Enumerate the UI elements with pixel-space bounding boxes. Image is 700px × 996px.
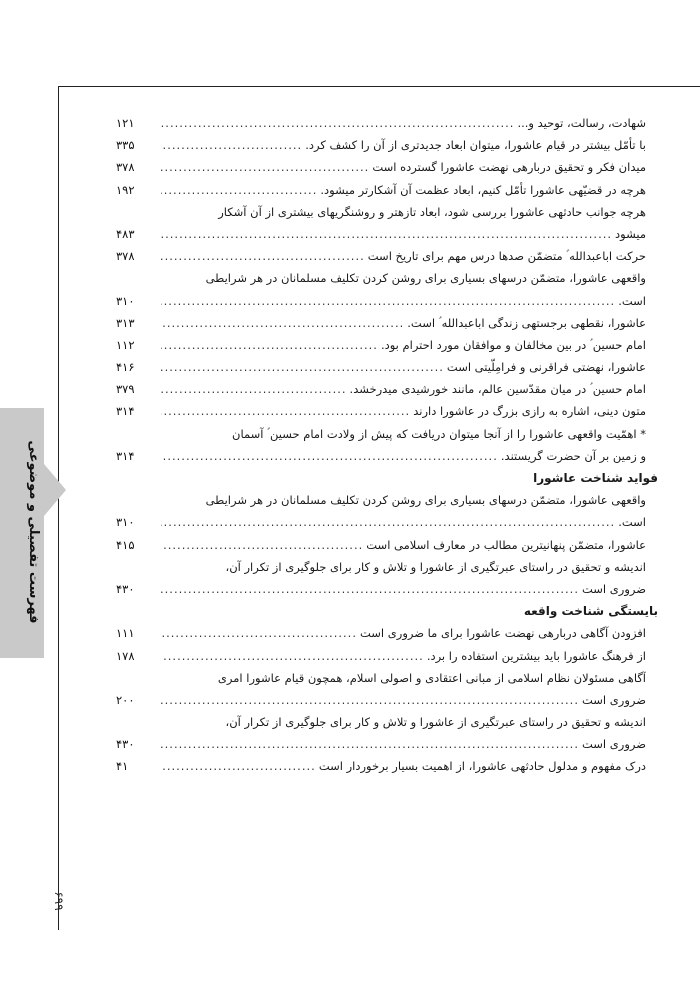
index-entry [116, 445, 646, 467]
entry-page-number[interactable]: ۳۷۹ [116, 382, 135, 397]
index-entry [116, 179, 646, 201]
index-entry [116, 733, 646, 755]
dot-leader [161, 755, 316, 777]
index-entry-line [116, 711, 646, 733]
index-entry [116, 312, 646, 334]
entry-page-number[interactable]: ۳۱۳ [116, 315, 135, 330]
index-entry-line [116, 267, 646, 289]
index-entry [116, 378, 646, 400]
side-tab-title: فهرست تفصیلی و موضوعی [26, 440, 41, 624]
entries-group-1 [116, 112, 646, 467]
dot-leader [161, 112, 514, 134]
entry-text: درک مفهوم و مدلول حادثهی عاشورا، از اهمیت بسیار برخوردار است [318, 759, 646, 774]
entry-text: هرچه جوانب حادثهی عاشورا بررسی شود، ابعاد تازهتر و روشنگریهای بیشتری از آن آشکار [218, 204, 646, 219]
index-entry [116, 578, 646, 600]
entry-text: است. [618, 293, 646, 308]
index-entry [116, 223, 646, 245]
dot-leader [161, 334, 378, 356]
entry-page-number[interactable]: ۳۳۵ [116, 138, 135, 153]
entry-page-number[interactable]: ۳۱۰ [116, 293, 135, 308]
entry-page-number[interactable]: ۴۳۰ [116, 581, 135, 596]
index-entry [116, 245, 646, 267]
entry-text: هرچه در قضیّهی عاشورا تأمّل کنیم، ابعاد عظمت آن آشکارتر میشود. [320, 182, 646, 197]
dot-leader [161, 534, 363, 556]
entry-page-number[interactable]: ۴۸۳ [116, 226, 135, 241]
entry-page-number[interactable]: ۱۱۲ [116, 337, 135, 352]
entry-text: ضروری است [582, 692, 646, 707]
dot-leader [161, 689, 579, 711]
entry-text: واقعهی عاشورا، متضمّن درسهای بسیاری برای روشن کردن تکلیف مسلمانان در هر شرایطی [205, 271, 646, 286]
section-heading-benefits: فواید شناخت عاشورا [533, 471, 658, 485]
index-entry [116, 400, 646, 422]
index-entry [116, 511, 646, 533]
dot-leader [161, 622, 357, 644]
entry-text: و زمین بر آن حضرت گریستند. [500, 448, 646, 463]
index-entry-line [116, 489, 646, 511]
entry-text: اندیشه و تحقیق در راستای عبرتگیری از عاشورا و تلاش و کار برای جلوگیری از تکرار آن، [225, 715, 646, 730]
entry-text: متون دینی، اشاره به رازی بزرگ در عاشورا دارند [413, 404, 646, 419]
section-heading-necessity: بایستگی شناخت واقعه [523, 604, 658, 619]
entry-text: است. [618, 515, 646, 530]
entries-group-3 [116, 622, 646, 777]
entry-text: واقعهی عاشورا، متضمّن درسهای بسیاری برای روشن کردن تکلیف مسلمانان در هر شرایطی [205, 493, 646, 508]
index-entry [116, 622, 646, 644]
entry-page-number[interactable]: ۳۱۴ [116, 448, 135, 463]
dot-leader [161, 511, 615, 533]
entry-page-number[interactable]: ۱۱۱ [116, 626, 135, 641]
dot-leader [161, 578, 579, 600]
index-entry [116, 689, 646, 711]
entry-text: میدان فکر و تحقیق دربارهی نهضت عاشورا گسترده است [372, 160, 646, 175]
index-entry-line [116, 667, 646, 689]
entry-page-number[interactable]: ۱۹۲ [116, 182, 135, 197]
dot-leader [161, 245, 365, 267]
dot-leader [161, 378, 347, 400]
dot-leader [161, 156, 369, 178]
entry-text: عاشورا، متضمّن پنهانیترین مطالب در معارف اسلامی است [366, 537, 646, 552]
entry-text: امام حسین ؑ در میان مقدّسین عالم، مانند خورشیدی میدرخشد. [349, 382, 646, 397]
index-entry [116, 134, 646, 156]
dot-leader [161, 645, 424, 667]
entry-text: * اهمّیت واقعهی عاشورا را از آنجا میتوان دریافت که پیش از ولادت امام حسین ؑ آسمان [232, 426, 646, 441]
dot-leader [161, 445, 498, 467]
index-entry [116, 156, 646, 178]
dot-leader [161, 290, 615, 312]
entry-text: عاشورا، نقطهی برجستهی زندگی اباعبدالله ؑ است. [407, 315, 646, 330]
index-entry [116, 290, 646, 312]
entry-text: میشود [615, 226, 646, 241]
entry-page-number[interactable]: ۳۱۴ [116, 404, 135, 419]
entry-page-number[interactable]: ۴۳۰ [116, 737, 135, 752]
index-entry [116, 534, 646, 556]
entry-text: ضروری است [582, 737, 646, 752]
entry-text: ضروری است [582, 581, 646, 596]
dot-leader [161, 356, 444, 378]
index-entry-line [116, 423, 646, 445]
index-entry [116, 112, 646, 134]
entry-page-number[interactable]: ۳۱۰ [116, 515, 135, 530]
index-content [116, 112, 658, 778]
entries-group-2 [116, 489, 646, 600]
entry-text: امام حسین ؑ در بین مخالفان و موافقان مورد احترام بود. [380, 337, 646, 352]
dot-leader [161, 179, 317, 201]
entry-text: آگاهی مسئولان نظام اسلامی از مبانی اعتقادی و اصولی اسلام، همچون قیام عاشورا امری [217, 670, 646, 685]
entry-text: از فرهنگ عاشورا باید بیشترین استفاده را برد. [426, 648, 646, 663]
index-entry-line [116, 201, 646, 223]
entry-page-number[interactable]: ۱۷۸ [116, 648, 135, 663]
entry-text: با تأمّل بیشتر در قیام عاشورا، میتوان ابعاد جدیدتری از آن را کشف کرد. [305, 138, 646, 153]
frame-top-line [58, 86, 700, 87]
dot-leader [161, 223, 612, 245]
side-tab [0, 402, 66, 662]
dot-leader [161, 733, 579, 755]
page-number: ۶۹۹ [52, 891, 66, 911]
index-entry [116, 645, 646, 667]
entry-page-number[interactable]: ۴۱۶ [116, 360, 135, 375]
index-entry [116, 334, 646, 356]
entry-page-number[interactable]: ۴۱۵ [116, 537, 135, 552]
dot-leader [161, 312, 404, 334]
entry-page-number[interactable]: ۳۷۸ [116, 160, 135, 175]
index-entry [116, 755, 646, 777]
entry-text: عاشورا، نهضتی فراقرنی و فرامِلّیتی است [446, 360, 646, 375]
index-entry [116, 356, 646, 378]
entry-text: شهادت، رسالت، توحید و... [517, 116, 646, 130]
entry-page-number[interactable]: ۲۰۰ [116, 692, 135, 707]
entry-text: حرکت اباعبدالله ؑ متضمّن صدها درس مهم برای تاریخ است [367, 249, 646, 264]
dot-leader [161, 134, 302, 156]
entry-page-number[interactable]: ۱۲۱ [116, 116, 135, 130]
entry-text: افزودن آگاهی دربارهی نهضت عاشورا برای ما ضروری است [359, 626, 646, 641]
dot-leader [161, 400, 410, 422]
index-entry-line [116, 556, 646, 578]
entry-text: اندیشه و تحقیق در راستای عبرتگیری از عاشورا و تلاش و کار برای جلوگیری از تکرار آن، [225, 559, 646, 574]
entry-page-number[interactable]: ۴۱ [116, 759, 129, 774]
entry-page-number[interactable]: ۳۷۸ [116, 249, 135, 264]
